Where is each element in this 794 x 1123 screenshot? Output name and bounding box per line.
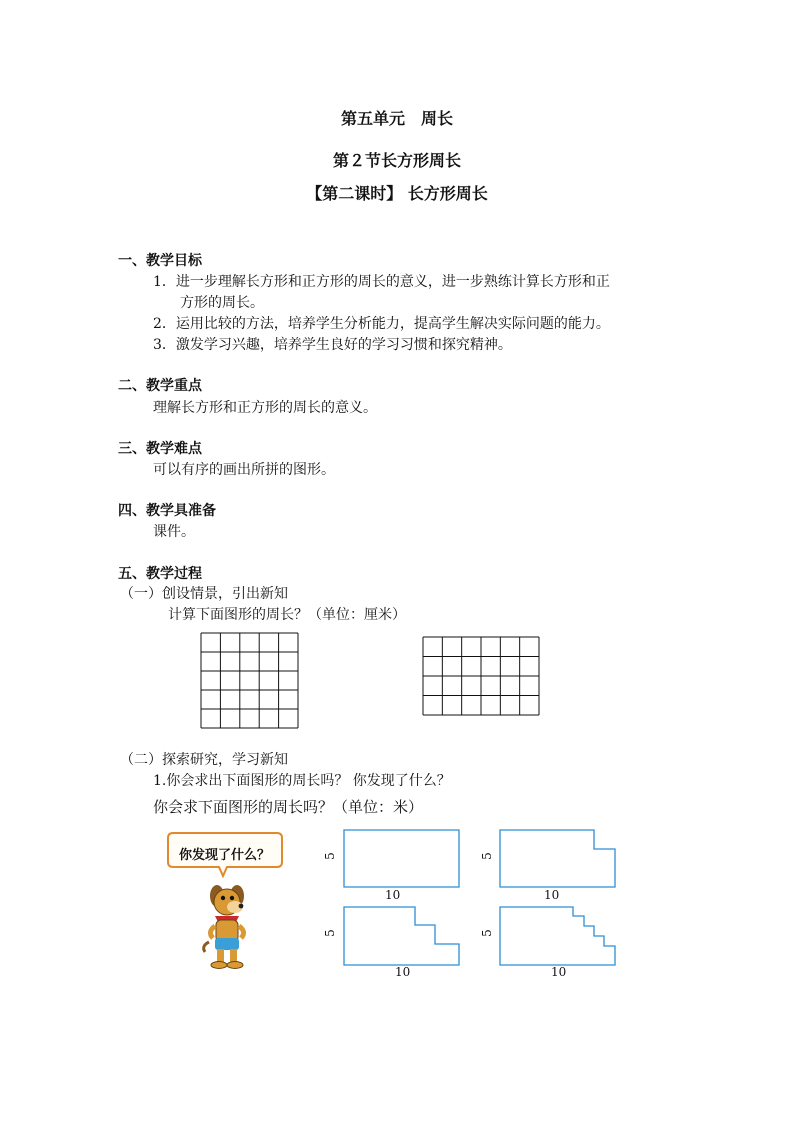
goals-heading: 一、教学目标 xyxy=(118,253,202,269)
shape-1-height-label: 5 xyxy=(322,852,337,860)
unit-title: 第五单元 周长 xyxy=(340,109,453,128)
shape-3-height-label: 5 xyxy=(322,929,337,937)
part1-title: （一）创设情景，引出新知 xyxy=(120,586,288,602)
shape-1-rectangle xyxy=(344,830,459,887)
shape-4-width-label: 10 xyxy=(551,965,567,979)
shape-2-one-step xyxy=(500,830,615,887)
difficulty-heading: 三、教学难点 xyxy=(118,441,202,457)
goal-item-1-cont: 方形的周长。 xyxy=(180,295,264,311)
part2-prompt: 你会求下面图形的周长吗？（单位：米） xyxy=(153,798,424,816)
part2-title: （二）探索研究，学习新知 xyxy=(120,752,288,768)
dog-mascot-icon xyxy=(195,882,255,972)
difficulty-text: 可以有序的画出所拼的图形。 xyxy=(153,462,335,478)
section-title: 第２节长方形周长 xyxy=(332,151,461,170)
goal-item-2: 2．运用比较的方法，培养学生分析能力，提高学生解决实际问题的能力。 xyxy=(153,316,610,332)
key-point-heading: 二、教学重点 xyxy=(118,378,202,394)
shape-1-width-label: 10 xyxy=(385,888,401,902)
shape-4-height-label: 5 xyxy=(479,929,494,937)
process-heading: 五、教学过程 xyxy=(118,566,202,582)
shape-4-four-steps xyxy=(500,907,615,965)
shape-2-width-label: 10 xyxy=(544,888,560,902)
square-grid-figure xyxy=(200,632,299,729)
part2-question: 1.你会求出下面图形的周长吗？ 你发现了什么？ xyxy=(153,773,451,789)
goal-item-1: 1．进一步理解长方形和正方形的周长的意义，进一步熟练计算长方形和正 xyxy=(153,274,610,290)
goal-item-3: 3．激发学习兴趣，培养学生良好的学习习惯和探究精神。 xyxy=(153,337,512,353)
part1-prompt: 计算下面图形的周长？（单位：厘米） xyxy=(168,607,406,623)
lesson-title: 【第二课时】 长方形周长 xyxy=(306,184,488,203)
shape-3-two-steps xyxy=(344,907,459,965)
perimeter-shapes-figure xyxy=(330,826,630,986)
preparation-text: 课件。 xyxy=(153,524,195,540)
bubble-text: 你发现了什么？ xyxy=(178,848,270,863)
key-point-text: 理解长方形和正方形的周长的意义。 xyxy=(153,400,377,416)
shape-2-height-label: 5 xyxy=(479,852,494,860)
preparation-heading: 四、教学具准备 xyxy=(118,503,216,519)
rectangle-grid-figure xyxy=(422,636,540,716)
shape-3-width-label: 10 xyxy=(395,965,411,979)
